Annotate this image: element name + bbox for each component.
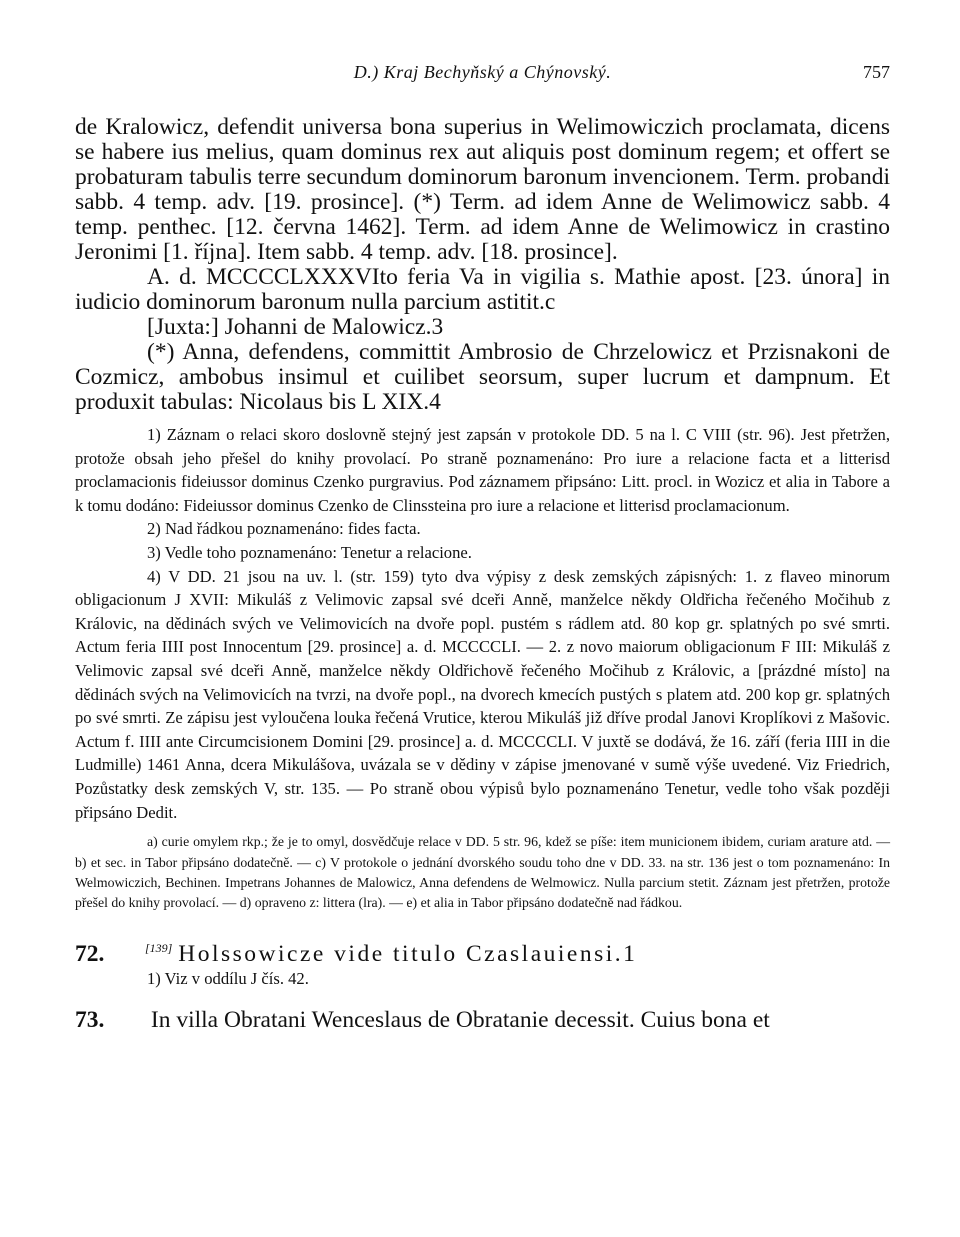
footnotes bbox=[75, 423, 890, 824]
textual-notes bbox=[75, 832, 890, 914]
footnote-3: 3) Vedle toho poznamenáno: Tenetur a relacione. bbox=[147, 542, 472, 562]
main-paragraph-3: [Juxta:] Johanni de Malowicz.3 bbox=[147, 314, 444, 340]
main-paragraph-4: (*) Anna, defendens, committit Ambrosio de Chrzelowicz et Przisnakoni de Cozmicz, ambobus insimul et cuilibet seorsum, super lucrum et dampnum. Et produxit tabulas: Nicolaus bis L XIX.4 bbox=[75, 339, 890, 415]
entry-72-number: 72. bbox=[75, 940, 105, 967]
textual-notes-letters: a) curie omylem rkp.; že je to omyl, dosvědčuje relace v DD. 5 str. 96, kdež se píše: item municionem ibidem, curiam arature atd. — b) et sec. in Tabor připsáno dodatečně. — c) V protokole o jednání dvorského soudu toho dne v DD. 33. na str. 136 jest o tom poznamenáno: In Welmowiczich, Bechinen. Impetrans Johannes de Malowicz, Anna defendens de Welmowicz. Nulla parcium stetit. Záznam jest přetržen, protože přešel do knihy provolací. — d) opraveno z: littera (lra). — e) et alia in Tabor připsáno dodatečně nad řádkou. bbox=[75, 834, 890, 911]
main-text bbox=[75, 115, 890, 415]
main-paragraph-1: de Kralowicz, defendit universa bona superius in Welimowiczich proclamata, dicens se habere ius melius, quam dominus rex aut aliquis post dominum regem; et offert se probaturam tabulis terre secundum dominorum baronum invencionem. Term. probandi sabb. 4 temp. adv. [19. prosince]. (*) Term. ad idem Anne de Welimowicz sabb. 4 temp. penthec. [12. června 1462]. Term. ad idem Anne de Welimowicz in crastino Jeronimi [1. října]. Item sabb. 4 temp. adv. [18. prosince]. bbox=[75, 114, 890, 265]
entry-73-text: In villa Obratani Wenceslaus de Obratanie decessit. Cuius bona et bbox=[150, 1007, 770, 1034]
main-paragraph-2: A. d. MCCCCLXXXVIto feria Va in vigilia s. Mathie apost. [23. února] in iudicio dominorum baronum nulla parcium astitit.c bbox=[75, 264, 890, 315]
entry-73 bbox=[75, 1008, 890, 1033]
footnote-1: 1) Záznam o relaci skoro doslovně stejný jest zapsán v protokole DD. 5 na l. C VIII (str. 96). Jest přetržen, protože obsah jeho přešel do knihy provolací. Po straně poznamenáno: Pro iure a relacione facta et a litterisd proclamacionis fideiussor dominus Czenko purgravius. Pod záznamem připsáno: Litt. procl. in Wozicz et alia in Tabore a k tomu dodáno: Fideiussor dominus Czenko de Clinssteina pro iure a relacione et litterisd proclamacionum. bbox=[75, 425, 890, 515]
page-number: 757 bbox=[863, 62, 890, 82]
entry-72 bbox=[75, 936, 890, 967]
footnote-2: 2) Nad řádkou poznamenáno: fides facta. bbox=[147, 519, 421, 539]
footnote-4: 4) V DD. 21 jsou na uv. l. (str. 159) tyto dva výpisy z desk zemských zápisných: 1. z flaveo minorum obligacionum J XVII: Mikuláš z Velimovic zapsal své dceři Anně, manželce někdy Oldřicha řečeného Močihub z Královic, na dědinách svých ve Velimovicích na dvoře popl. pustém s rádlem atd. 80 kop gr. splatných po své smrti. Actum feria IIII post Innocentum [29. prosince] a. d. MCCCCLI. — 2. z novo maiorum obligacionum F III: Mikuláš z Velimovic zapsal své dceři Anně, manželce někdy Oldřichově řečeného Močihub z Královic, a [prázdné místo] na dědinách svých na Velimovicích na tvrzi, na dvoře popl., na dvorech kmecích pustých s platem atd. 200 kop gr. splatných po své smrti. Ze zápisu jest vyloučena louka řečená Vrutice, kterou Mikuláš již dříve prodal Janovi Kroplíkovi z Mašovic. Actum f. IIII ante Circumcisionem Domini [29. prosince] a. d. MCCCCLI. V juxtě se dodává, že 16. září (feria IIII in die Ludmille) 1461 Anna, dcera Mikulášova, uvázala se v dědiny v zápise jmenované v sumě výše uvedené. Viz Friedrich, Pozůstatky desk zemských V, str. 135. — Po straně obou výpisů bylo poznamenáno Tenetur, vedle toho však později připsáno Dedit. bbox=[75, 566, 890, 822]
page-header bbox=[75, 62, 890, 90]
entry-72-text: Holssowicze vide titulo Czaslauiensi.1 bbox=[178, 940, 638, 967]
entry-72-ref: [139] bbox=[145, 940, 173, 955]
entry-72-footnote: 1) Viz v oddílu J čís. 42. bbox=[147, 968, 309, 988]
running-head: D.) Kraj Bechyňský a Chýnovský. bbox=[353, 62, 612, 82]
page-body bbox=[75, 115, 890, 1033]
entry-73-number: 73. bbox=[75, 1007, 105, 1034]
